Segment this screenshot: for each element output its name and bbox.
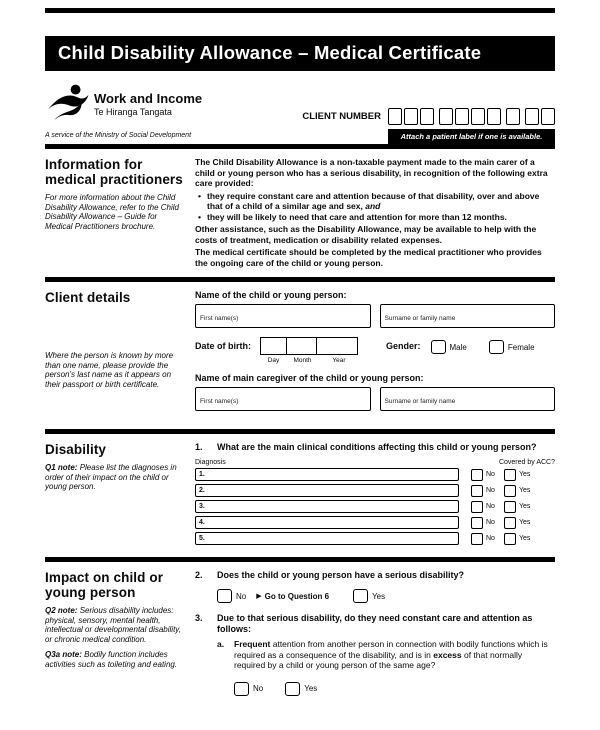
dob-day-input[interactable]: [260, 337, 287, 355]
logo-maori-name: Te Hiranga Tangata: [94, 107, 172, 117]
question-1-text: What are the main clinical conditions affecting this child or young person?: [217, 442, 537, 452]
diagnosis-row: [195, 532, 555, 545]
info-side-note: For more information about the Child Disability Allowance, refer to the Child Disability Allowance – Guide for Medical Practitioners brochure.: [45, 193, 179, 231]
dob-label: Date of birth:: [195, 341, 251, 351]
client-number-box[interactable]: [455, 108, 469, 125]
info-para-other-assistance: Other assistance, such as the Disability Allowance, may be available to help with the costs of treatment, medication or disability related expenses.: [195, 224, 537, 245]
child-first-name-input[interactable]: [195, 304, 371, 328]
question-3-number: 3.: [195, 613, 203, 623]
year-caption: Year: [332, 357, 346, 364]
bullet-icon: •: [198, 211, 201, 222]
gender-male-checkbox[interactable]: [431, 340, 446, 354]
client-number-box[interactable]: [388, 108, 402, 125]
client-number-box[interactable]: [471, 108, 485, 125]
bullet-item: [195, 212, 555, 223]
no-label: No: [486, 487, 495, 494]
yes-label: Yes: [518, 503, 531, 510]
client-number-box[interactable]: [404, 108, 418, 125]
bullet-item: [195, 191, 555, 212]
acc-no-checkbox[interactable]: [471, 517, 483, 529]
client-details-section: [45, 282, 555, 429]
client-number-boxes: [388, 108, 555, 125]
first-name-caption: First name(s): [200, 398, 239, 405]
client-details-heading: Client details: [45, 290, 131, 305]
q3a-note: Q3a note: Bodily function includes activities such as toileting and eating.: [45, 650, 178, 669]
caregiver-first-name-input[interactable]: [195, 387, 371, 411]
diagnosis-row: [195, 484, 555, 497]
question-2-text: Does the child or young person have a serious disability?: [217, 570, 465, 580]
acc-no-checkbox[interactable]: [471, 501, 483, 513]
form-title-bar: [45, 36, 555, 71]
acc-yes-checkbox[interactable]: [504, 517, 516, 529]
logo-block: [45, 82, 205, 139]
diagnosis-input-1[interactable]: [195, 468, 459, 481]
yes-label: Yes: [518, 519, 531, 526]
attach-label-strip: Attach a patient label if one is available.: [388, 129, 555, 144]
first-name-caption: First name(s): [200, 315, 239, 322]
impact-section: [45, 562, 555, 705]
yes-label: Yes: [304, 684, 318, 693]
client-number-label: CLIENT NUMBER: [302, 111, 381, 122]
acc-column-header: Covered by ACC?: [498, 459, 555, 466]
q3a-options: [234, 682, 555, 696]
male-label: Male: [449, 343, 467, 352]
acc-yes-checkbox[interactable]: [504, 485, 516, 497]
acc-no-checkbox[interactable]: [471, 533, 483, 545]
diagnosis-row: [195, 468, 555, 481]
month-caption: Month: [293, 357, 312, 364]
client-number-box[interactable]: [541, 108, 555, 125]
client-number-block: [302, 108, 555, 144]
yes-label: Yes: [518, 535, 531, 542]
q2-no-checkbox[interactable]: [217, 589, 232, 603]
disability-section: [45, 434, 555, 557]
acc-yes-checkbox[interactable]: [504, 533, 516, 545]
diagnosis-row-number: 2.: [199, 487, 205, 494]
gender-female-checkbox[interactable]: [489, 340, 504, 354]
info-bullets: [195, 191, 555, 223]
bullet-icon: •: [198, 190, 201, 201]
no-label: No: [486, 519, 495, 526]
diagnosis-row-number: 1.: [199, 471, 205, 478]
ministry-service-line: A service of the Ministry of Social Development: [45, 132, 192, 139]
acc-no-checkbox[interactable]: [471, 485, 483, 497]
yes-label: Yes: [518, 471, 531, 478]
yes-label: Yes: [518, 487, 531, 494]
no-label: No: [486, 535, 495, 542]
diagnosis-input-4[interactable]: [195, 516, 459, 529]
diagnosis-column-header: Diagnosis: [195, 459, 226, 466]
question-1-number: 1.: [195, 442, 203, 452]
acc-no-checkbox[interactable]: [471, 469, 483, 481]
acc-yes-checkbox[interactable]: [504, 501, 516, 513]
info-section: [45, 149, 555, 277]
question-2-number: 2.: [195, 570, 203, 580]
goto-question-6-label: Go to Question 6: [264, 591, 330, 601]
disability-heading: Disability: [45, 442, 107, 457]
top-rule: [45, 8, 555, 13]
info-heading: Information for medical practitioners: [45, 157, 183, 187]
diagnosis-row-number: 4.: [199, 519, 205, 526]
diagnosis-row-number: 3.: [199, 503, 205, 510]
page-title: Child Disability Allowance – Medical Certificate: [58, 42, 482, 63]
question-3a-text: Frequent attention from another person in connection with bodily functions which is required as a consequence of the disability, and is in excess of that normally required by a child or young person of the same age?: [234, 639, 548, 670]
question-3-text: Due to that serious disability, do they need constant care and attention as follows:: [217, 613, 533, 634]
client-number-box[interactable]: [487, 108, 501, 125]
client-number-box[interactable]: [439, 108, 453, 125]
brand-row: [45, 82, 555, 144]
diagnosis-row: [195, 500, 555, 513]
known-name-note: Where the person is known by more than one name, please provide the person's last name as it appears on their passport or birth certificate.: [45, 351, 174, 389]
client-number-box[interactable]: [420, 108, 434, 125]
surname-caption: Surname or family name: [384, 398, 456, 405]
no-label: No: [486, 503, 495, 510]
gender-label: Gender:: [386, 341, 421, 351]
logo-wordmark: Work and Income: [94, 91, 203, 106]
child-surname-input[interactable]: [380, 304, 556, 328]
dob-year-input[interactable]: [316, 337, 358, 355]
caregiver-name-label: Name of main caregiver of the child or young person:: [195, 373, 424, 383]
child-name-label: Name of the child or young person:: [195, 290, 347, 300]
client-number-box[interactable]: [525, 108, 539, 125]
surname-caption: Surname or family name: [384, 315, 456, 322]
impact-heading: Impact on child or young person: [45, 570, 164, 600]
day-caption: Day: [267, 357, 280, 364]
diagnosis-input-3[interactable]: [195, 500, 459, 513]
no-label: No: [253, 684, 264, 693]
q1-note: Q1 note: Please list the diagnoses in order of their impact on the child or young person.: [45, 463, 177, 491]
info-para-completion: The medical certificate should be completed by the medical practitioner who provides the ongoing care of the child or young person.: [195, 247, 542, 268]
q3a-yes-checkbox[interactable]: [285, 682, 300, 696]
caregiver-surname-input[interactable]: [380, 387, 556, 411]
question-3a-letter: a.: [217, 639, 225, 649]
diagnosis-input-2[interactable]: [195, 484, 459, 497]
work-and-income-logo-icon: [45, 82, 91, 126]
female-label: Female: [507, 343, 535, 352]
diagnosis-row-number: 5.: [199, 535, 205, 542]
q2-options: [217, 589, 555, 603]
no-label: No: [486, 471, 495, 478]
yes-label: Yes: [372, 591, 386, 601]
dob-month-input[interactable]: [286, 337, 317, 355]
bullet-text: they will be likely to need that care and attention for more than 12 months.: [207, 211, 507, 222]
q2-note: Q2 note: Serious disability includes: physical, sensory, mental health, intellectual or developmental disability, or chronic medical condition.: [45, 606, 181, 644]
q3a-no-checkbox[interactable]: [234, 682, 249, 696]
no-label: No: [236, 591, 247, 601]
info-intro: The Child Disability Allowance is a non-taxable payment made to the main carer of a child or young person who has a serious disability, in recognition of the following extra care provided:: [195, 157, 548, 188]
diagnosis-input-5[interactable]: [195, 532, 459, 545]
q2-yes-checkbox[interactable]: [353, 589, 368, 603]
diagnosis-row: [195, 516, 555, 529]
bullet-text: they require constant care and attention because of that disability, over and above that of a child of a similar age and sex, and: [207, 190, 540, 211]
acc-yes-checkbox[interactable]: [504, 469, 516, 481]
client-number-box[interactable]: [506, 108, 520, 125]
goto-arrow-icon: ▶: [256, 592, 262, 600]
dob-input-group: [260, 337, 360, 364]
